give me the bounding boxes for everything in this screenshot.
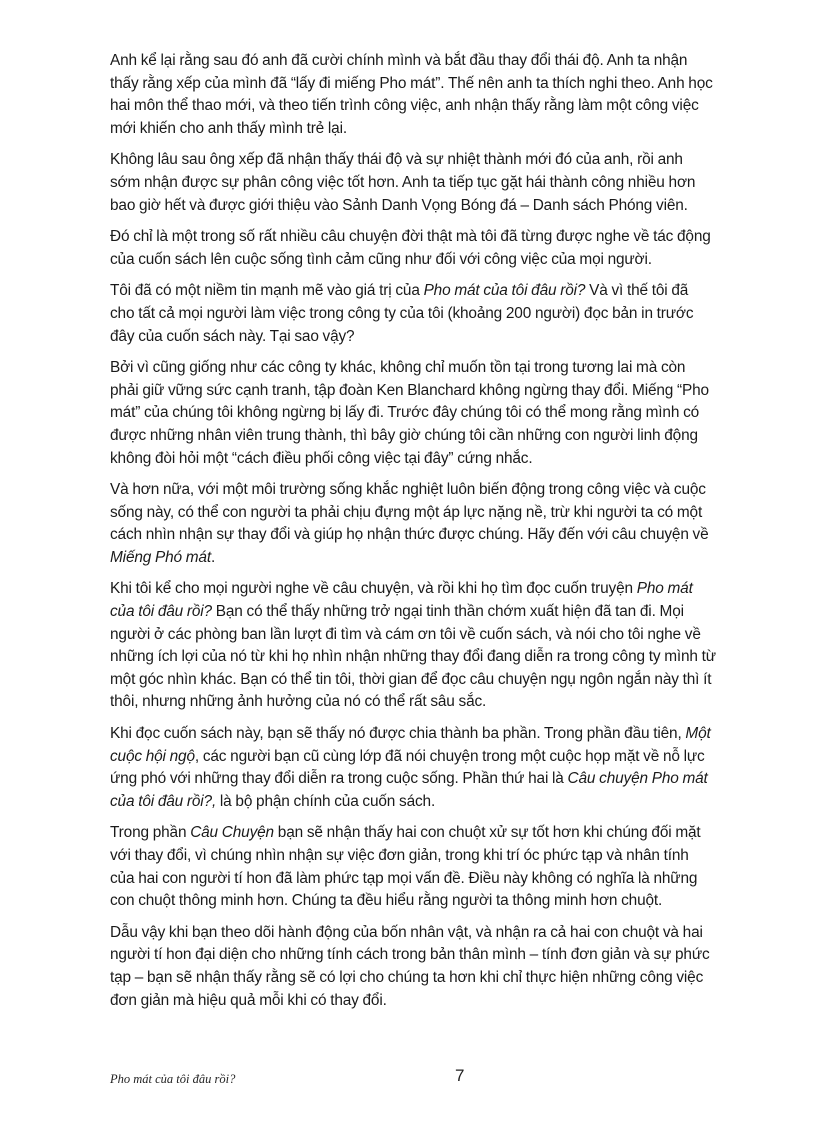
paragraph-text: Bởi vì cũng giống như các công ty khác, không chỉ muốn tồn tại trong tương lai mà còn phải giữ vững sức cạnh tranh, tập đoàn Ken Blanchard không ngừng thay đổi. Miếng “Pho mát” của chúng tôi không ngừng bị lấy đi. Trước đây chúng tôi có thể mong rằng mình có được những nhân viên trung thành, thì bây giờ chúng tôi cần những con người linh động không đòi hỏi một “cách điều phối công việc tại đây” cứng nhắc. <box>110 359 709 467</box>
paragraph-text: Không lâu sau ông xếp đã nhận thấy thái độ và sự nhiệt thành mới đó của anh, rồi anh sớm nhận được sự phân công việc tốt hơn. Anh ta tiếp tục gặt hái thành công nhiều hơn bao giờ hết và được giới thiệu vào Sảnh Danh Vọng Bóng đá – Danh sách Phóng viên. <box>110 151 696 214</box>
paragraph-text: Và vì thế tôi đã cho tất cả mọi người làm việc trong công ty của tôi (khoảng 200 người) đọc bản in trước đây của cuốn sách này. Tại sao vậy? <box>110 282 694 345</box>
italic-title-text: Pho mát của tôi đâu rồi? <box>423 282 586 300</box>
italic-title-text: Pho mát của tôi đâu rồi? <box>110 580 693 621</box>
italic-title-text: Một cuộc hội ngộ <box>110 725 711 765</box>
paragraph-4 <box>110 280 716 348</box>
paragraph-text: Tôi đã có một niềm tin mạnh mẽ vào giá trị của <box>110 282 424 300</box>
italic-title-text: Miếng Phó mát <box>110 548 211 566</box>
paragraph-text: Khi đọc cuốn sách này, bạn sẽ thấy nó được chia thành ba phần. Trong phần đầu tiên, <box>110 725 686 743</box>
page-body <box>110 50 716 1021</box>
paragraph-text: Dẫu vậy khi bạn theo dõi hành động của bốn nhân vật, và nhận ra cả hai con chuột và hai người tí hon đại diện cho những tính cách trong bản thân mình – tính đơn giản và sự phức tạp – bạn sẽ nhận thấy rằng sẽ có lợi cho chúng ta hơn khi chỉ thực hiện những công việc đơn giản mà hiệu quả mỗi khi có thay đổi. <box>110 923 710 1009</box>
page-number: 7 <box>455 1066 465 1085</box>
paragraph-8 <box>110 723 716 813</box>
paragraph-text: , các người bạn cũ cùng lớp đã nói chuyện trong một cuộc họp mặt về nỗ lực ứng phó với những thay đổi diễn ra trong cuộc sống. Phần thứ hai là <box>110 747 705 788</box>
paragraph-10 <box>110 922 716 1012</box>
paragraph-9 <box>110 822 716 912</box>
paragraph-text: Đó chỉ là một trong số rất nhiều câu chuyện đời thật mà tôi đã từng được nghe về tác động của cuốn sách lên cuộc sống tình cảm cũng như đối với công việc của mọi người. <box>110 228 711 268</box>
paragraph-text: Và hơn nữa, với một môi trường sống khắc nghiệt luôn biến động trong công việc và cuộc sống này, có thể con người ta phải chịu đựng một áp lực nặng nề, trừ khi người ta có một cách nhìn nhận sự thay đổi và giúp họ nhận thức được chúng. Hãy đến với câu chuyện về <box>110 481 709 544</box>
paragraph-text: là bộ phận chính của cuốn sách. <box>216 792 436 810</box>
italic-title-text: Câu chuyện Pho mát của tôi đâu rồi?, <box>110 770 708 810</box>
paragraph-text: Bạn có thể thấy những trở ngại tinh thần chớm xuất hiện đã tan đi. Mọi người ở các phòng ban lần lượt đi tìm và cám ơn tôi về cuốn sách, và nói cho tôi nghe về những ích lợi của nó từ khi họ nhìn nhận những thay đổi đang diễn ra trong công ty mình từ một góc nhìn khác. Bạn có thể tin tôi, thời gian để đọc câu chuyện ngụ ngôn ngắn này thì ít thôi, nhưng những ảnh hưởng của nó có thể rất sâu sắc. <box>110 603 716 711</box>
italic-title-text: Câu Chuyện <box>190 824 274 842</box>
footer-book-title: Pho mát của tôi đâu rồi? <box>110 1072 236 1086</box>
paragraph-5 <box>110 357 716 470</box>
paragraph-7 <box>110 578 716 714</box>
paragraph-text: Anh kể lại rằng sau đó anh đã cười chính mình và bắt đầu thay đổi thái độ. Anh ta nhận thấy rằng xếp của mình đã “lấy đi miếng Pho mát”. Thế nên anh ta thích nghi theo. Anh học hai môn thể thao mới, và theo tiến trình công việc, anh nhận thấy rằng làm một công việc mới khiến cho anh thấy mình trẻ lại. <box>110 52 713 137</box>
paragraph-1 <box>110 50 716 140</box>
paragraph-3 <box>110 226 716 271</box>
paragraph-2 <box>110 149 716 217</box>
paragraph-text: bạn sẽ nhận thấy hai con chuột xử sự tốt hơn khi chúng đối mặt với thay đổi, vì chúng nhìn nhận sự việc đơn giản, trong khi trí óc phức tạp và nhân tính của hai con người tí hon đã làm phức tạp mọi vấn đề. Điều này không có nghĩa là những con chuột thông minh hơn. Chúng ta đều hiểu rằng người ta thông minh hơn chuột. <box>110 824 701 910</box>
paragraph-text: Khi tôi kể cho mọi người nghe về câu chuyện, và rồi khi họ tìm đọc cuốn truyện <box>110 580 637 598</box>
paragraph-text: Trong phần <box>110 824 191 842</box>
paragraph-6 <box>110 479 716 569</box>
paragraph-text: . <box>210 548 216 566</box>
